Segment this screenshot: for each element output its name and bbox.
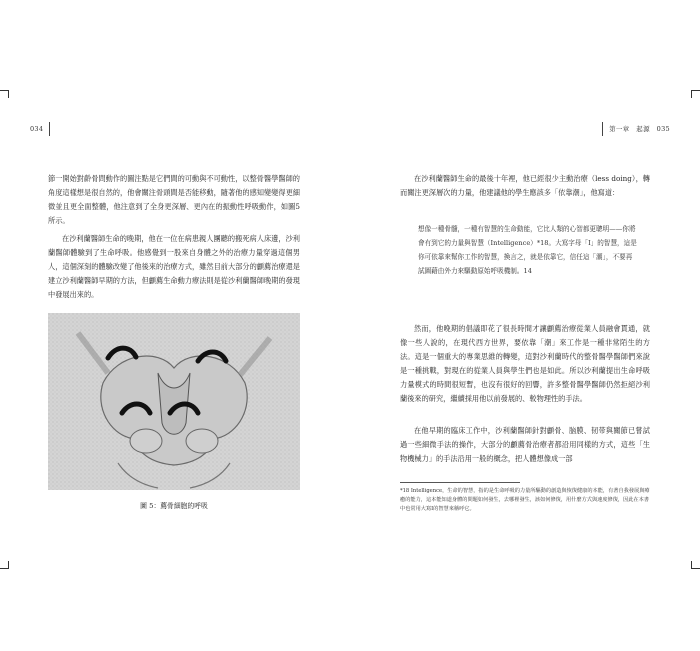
folio-divider [602, 122, 603, 136]
running-head: 第一章 起源 035 [609, 125, 670, 133]
left-page-number: 034 [30, 125, 44, 133]
pelvis-figure [48, 313, 300, 490]
figure-caption: 圖 5：薦骨細胞的呼吸 [140, 502, 208, 510]
footnote-18: *18 Intelligence，生命的智慧，指的是生命呼吸的力量所驅動的創造與恢復健康的本能，有著自我發展與療癒的能力，這本能知道身體的問題如何發生，去哪裡發生，該如何修復，用什麼方式與速度修復，因此在本書中也常用大寫I的智慧來稱呼它。 [400, 488, 650, 512]
footnote-rule [400, 482, 520, 483]
right-paragraph-1: 在沙利蘭醫師生命的最後十年裡，他已經很少主動治療（less doing），轉而關注更深層次的力量，他建議他的學生應該多「依靠潮」，他寫道： [400, 174, 650, 197]
right-page [350, 0, 700, 651]
right-paragraph-2: 然而，他晚期的倡議即花了很長時間才讓顱薦治療從業人員融會貫通，就像一些人說的，在現代西方世界，要依靠「潮」來工作是一種非常陌生的方法。這是一個重大的專業思維的轉變，這對沙利蘭時代的整骨醫學醫師們來說是一種挑戰，對現在的從業人員與學生們也是如此。所以沙利蘭提出生命呼吸力量模式的時間很短暫，也沒有很好的回響，許多整骨醫學醫師仍然拒絕沙利蘭後來的研究，繼續採用他以前發展的、較物理性的手法。 [400, 324, 650, 403]
left-folio [30, 122, 56, 136]
left-paragraph-1: 節一開始對齡骨問動作的圖注點是它們間的可動與不可動性，以整骨醫學醫師的角度這樣想是很自然的，他會關注骨頭間是否能移動，隨著他的感知變變得更細微並且更全面整體，他注意到了全身更深層、更內在的振動性呼吸動作，如圖5所示。 [48, 174, 300, 225]
block-quote: 想像一種骨髓，一種有智慧的生命動能，它比人類的心智都更聰明——你將會有到它的力量與智慧（Intelligence）*18。大寫字母「I」的智慧，這是你可依靠來幫你工作的智慧，換言之，就是依靠它，信任這「潮」，不要再試圖藉由外力來驅動原始呼吸機制。14 [418, 225, 637, 275]
folio-divider [49, 122, 50, 136]
right-paragraph-3: 在他早期的臨床工作中，沙利蘭醫師針對顱骨、脑膜、韧带與關節已嘗試過一些細微手法的操作，大部分的顱薦骨治療者都沿用同樣的方式，這些「生物機械力」的手法沿用一般的概念，把人體想像成一部 [400, 426, 650, 463]
right-folio [596, 122, 670, 136]
pelvis-illustration [48, 313, 300, 490]
left-paragraph-2: 在沙利蘭醫師生命的晚期，他在一位在病患親人團聽的搬死病人床邊，沙利蘭醫師體驗到了生命呼吸。他感覺到一股來自身體之外的治療力量穿過這個男人，這個深刻的體驗改變了他後來的治療方式，雖然目前大部分的顱薦治療還是建立沙利蘭醫師早期的方法，但顱薦生命動力療法則是從沙利蘭醫師晚期的發現中發展出來的。 [48, 234, 300, 299]
